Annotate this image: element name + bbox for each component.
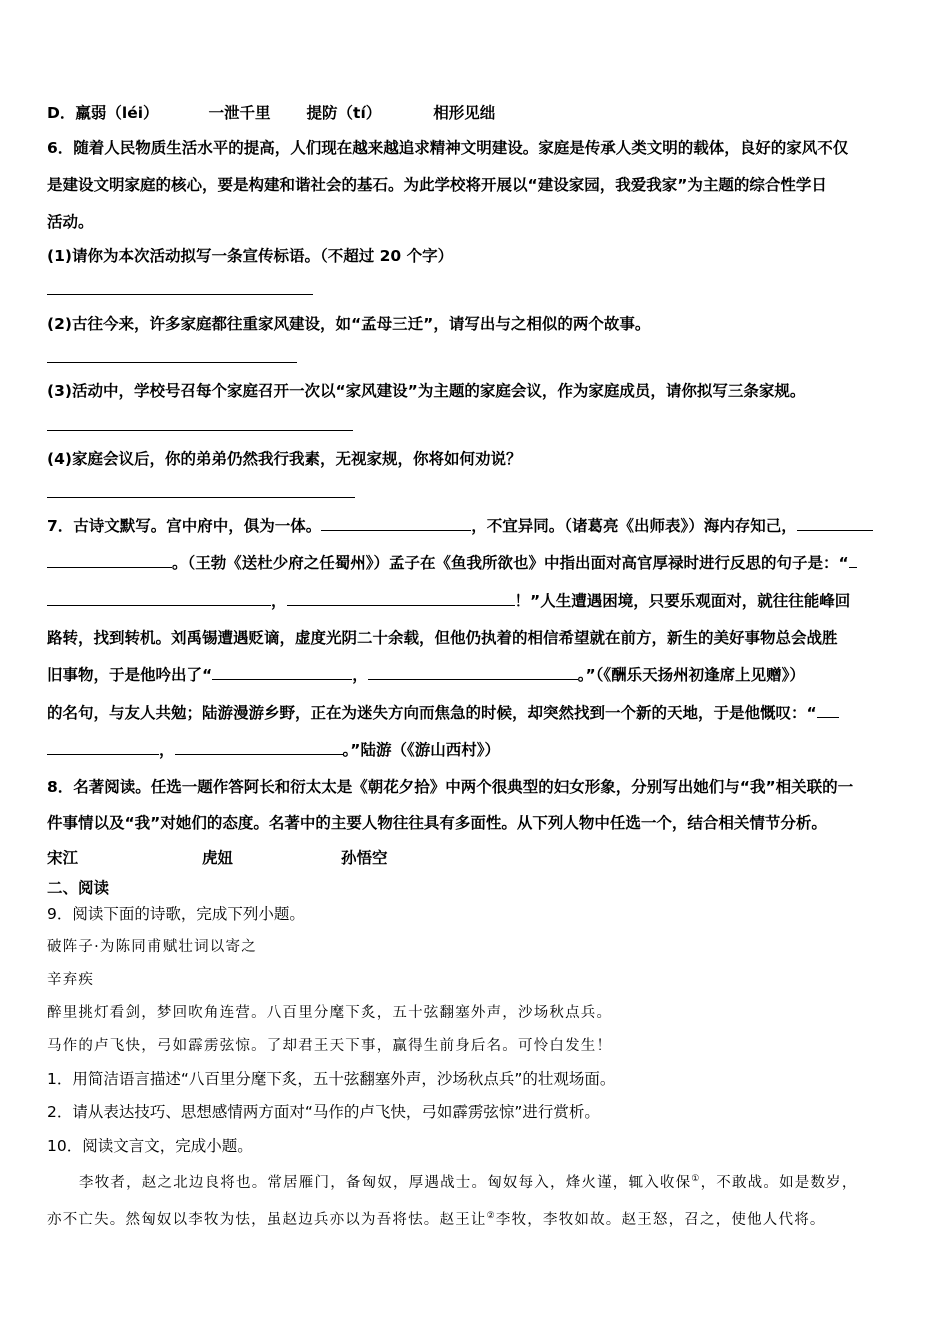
q10-intro: 10．阅读文言文，完成小题。 bbox=[47, 1137, 253, 1155]
poem-verse: 醉里挑灯看剑，梦回吹角连营。八百里分麾下炙，五十弦翻塞外声，沙场秋点兵。 bbox=[47, 1005, 613, 1021]
classical-text: 李牧者，赵之北边良将也。常居雁门，备匈奴，厚遇战士。匈奴每入，烽火谨，辄入收保 bbox=[79, 1174, 692, 1191]
q7-line bbox=[47, 516, 873, 536]
q8-line: 件事情以及“我”对她们的态度。名著中的主要人物往往具有多面性。从下列人物中任选一个，结合相关情节分析。 bbox=[47, 814, 827, 832]
option-word: 羸弱（léi） bbox=[75, 104, 159, 122]
q7-text: ， bbox=[271, 592, 287, 610]
option-word: 相形见绌 bbox=[433, 104, 496, 122]
q7-text: ， bbox=[159, 741, 175, 759]
classical-text: 亦不亡失。然匈奴以李牧为怯，虽赵边兵亦以为吾将怯。赵王让 bbox=[47, 1211, 487, 1228]
poem-verse: 马作的卢飞快，弓如霹雳弦惊。了却君王天下事，赢得生前身后名。可怜白发生！ bbox=[47, 1038, 613, 1054]
fill-blank[interactable] bbox=[47, 591, 271, 606]
q6-subquestion: (3)活动中，学校号召每个家庭召开一次以“家风建设”为主题的家庭会议，作为家庭成员，请你拟写三条家规。 bbox=[47, 382, 806, 400]
q7-text: 的名句，与友人共勉；陆游漫游乡野，正在为迷失方向而焦急的时候，却突然找到一个新的天地，于是他慨叹：“ bbox=[47, 704, 817, 722]
fill-blank[interactable] bbox=[797, 516, 873, 531]
q6-subquestion: (4)家庭会议后，你的弟弟仍然我行我素，无视家规，你将如何劝说？ bbox=[47, 450, 522, 468]
q9-intro: 9．阅读下面的诗歌，完成下列小题。 bbox=[47, 905, 305, 923]
answer-line[interactable] bbox=[47, 362, 297, 363]
q9-subquestion: 2．请从表达技巧、思想感情两方面对“马作的卢飞快，弓如霹雳弦惊”进行赏析。 bbox=[47, 1103, 600, 1121]
poem-title: 破阵子·为陈同甫赋壮词以寄之 bbox=[47, 939, 257, 955]
section-heading: 二、阅读 bbox=[47, 879, 110, 897]
q6-stem-line: 活动。 bbox=[47, 213, 94, 231]
q7-line bbox=[47, 591, 850, 611]
q7-line bbox=[47, 740, 500, 760]
fill-blank[interactable] bbox=[849, 553, 857, 568]
answer-line[interactable] bbox=[47, 430, 353, 431]
fill-blank[interactable] bbox=[287, 591, 515, 606]
fill-blank[interactable] bbox=[817, 703, 839, 718]
fill-blank[interactable] bbox=[321, 516, 471, 531]
option-word: 提防（tí） bbox=[306, 104, 382, 122]
classical-text-line bbox=[47, 1206, 826, 1230]
classical-text: ，不敢战。如是数岁， bbox=[700, 1174, 858, 1191]
q7-line bbox=[47, 703, 839, 723]
q7-text: ！”人生遭遇困境，只要乐观面对，就往往能峰回 bbox=[514, 592, 851, 610]
character-option: 宋江 bbox=[47, 849, 79, 867]
character-option: 孙悟空 bbox=[341, 849, 388, 867]
answer-line[interactable] bbox=[47, 497, 355, 498]
q7-line bbox=[47, 665, 805, 685]
q7-text: 7．古诗文默写。宫中府中，俱为一体。 bbox=[47, 517, 322, 535]
classical-text-line bbox=[79, 1169, 858, 1193]
q8-line: 8．名著阅读。任选一题作答阿长和衍太太是《朝花夕拾》中两个很典型的妇女形象，分别写出她们与“我”相关联的一 bbox=[47, 778, 854, 796]
fill-blank[interactable] bbox=[212, 665, 352, 680]
option-word: 一泄千里 bbox=[208, 104, 271, 122]
q7-text: ， bbox=[352, 666, 368, 684]
fill-blank[interactable] bbox=[175, 740, 343, 755]
q7-text: 。（王勃《送杜少府之任蜀州》）孟子在《鱼我所欲也》中指出面对高官厚禄时进行反思的句子是：“ bbox=[172, 554, 849, 572]
option-label: D． bbox=[47, 104, 76, 122]
q7-line bbox=[47, 553, 857, 573]
q7-text: ，不宜异同。（诸葛亮《出师表》）海内存知己， bbox=[471, 517, 797, 535]
fill-blank[interactable] bbox=[368, 665, 578, 680]
q7-line: 路转，找到转机。刘禹锡遭遇贬谪，虚度光阴二十余载，但他仍执着的相信希望就在前方，新生的美好事物总会战胜 bbox=[47, 629, 838, 647]
q9-subquestion: 1．用简洁语言描述“八百里分麾下炙，五十弦翻塞外声，沙场秋点兵”的壮观场面。 bbox=[47, 1070, 616, 1088]
footnote-marker: ② bbox=[486, 1211, 496, 1221]
q7-text: 。”（《酬乐天扬州初逢席上见赠》） bbox=[577, 666, 805, 684]
footnote-marker: ① bbox=[691, 1174, 701, 1184]
answer-line[interactable] bbox=[47, 294, 313, 295]
fill-blank[interactable] bbox=[47, 553, 172, 568]
q8-character-options bbox=[47, 848, 388, 868]
classical-text: 李牧，李牧如故。赵王怒，召之，使他人代将。 bbox=[495, 1211, 826, 1228]
q6-stem-line: 6．随着人民物质生活水平的提高，人们现在越来越追求精神文明建设。家庭是传承人类文明的载体，良好的家风不仅 bbox=[47, 139, 849, 157]
poem-author: 辛弃疾 bbox=[47, 972, 95, 988]
q7-text: 旧事物，于是他吟出了“ bbox=[47, 666, 213, 684]
q7-text: 。”陆游（《游山西村》） bbox=[342, 741, 500, 759]
q6-subquestion: (1)请你为本次活动拟写一条宣传标语。（不超过 20 个字） bbox=[47, 247, 454, 265]
fill-blank[interactable] bbox=[47, 740, 159, 755]
q6-stem-line: 是建设文明家庭的核心，要是构建和谐社会的基石。为此学校将开展以“建设家园，我爱我家”为主题的综合性学日 bbox=[47, 176, 827, 194]
q5-option-d bbox=[47, 103, 495, 123]
q6-subquestion: (2)古往今来，许多家庭都往重家风建设，如“孟母三迁”，请写出与之相似的两个故事。 bbox=[47, 315, 651, 333]
character-option: 虎妞 bbox=[202, 849, 234, 867]
